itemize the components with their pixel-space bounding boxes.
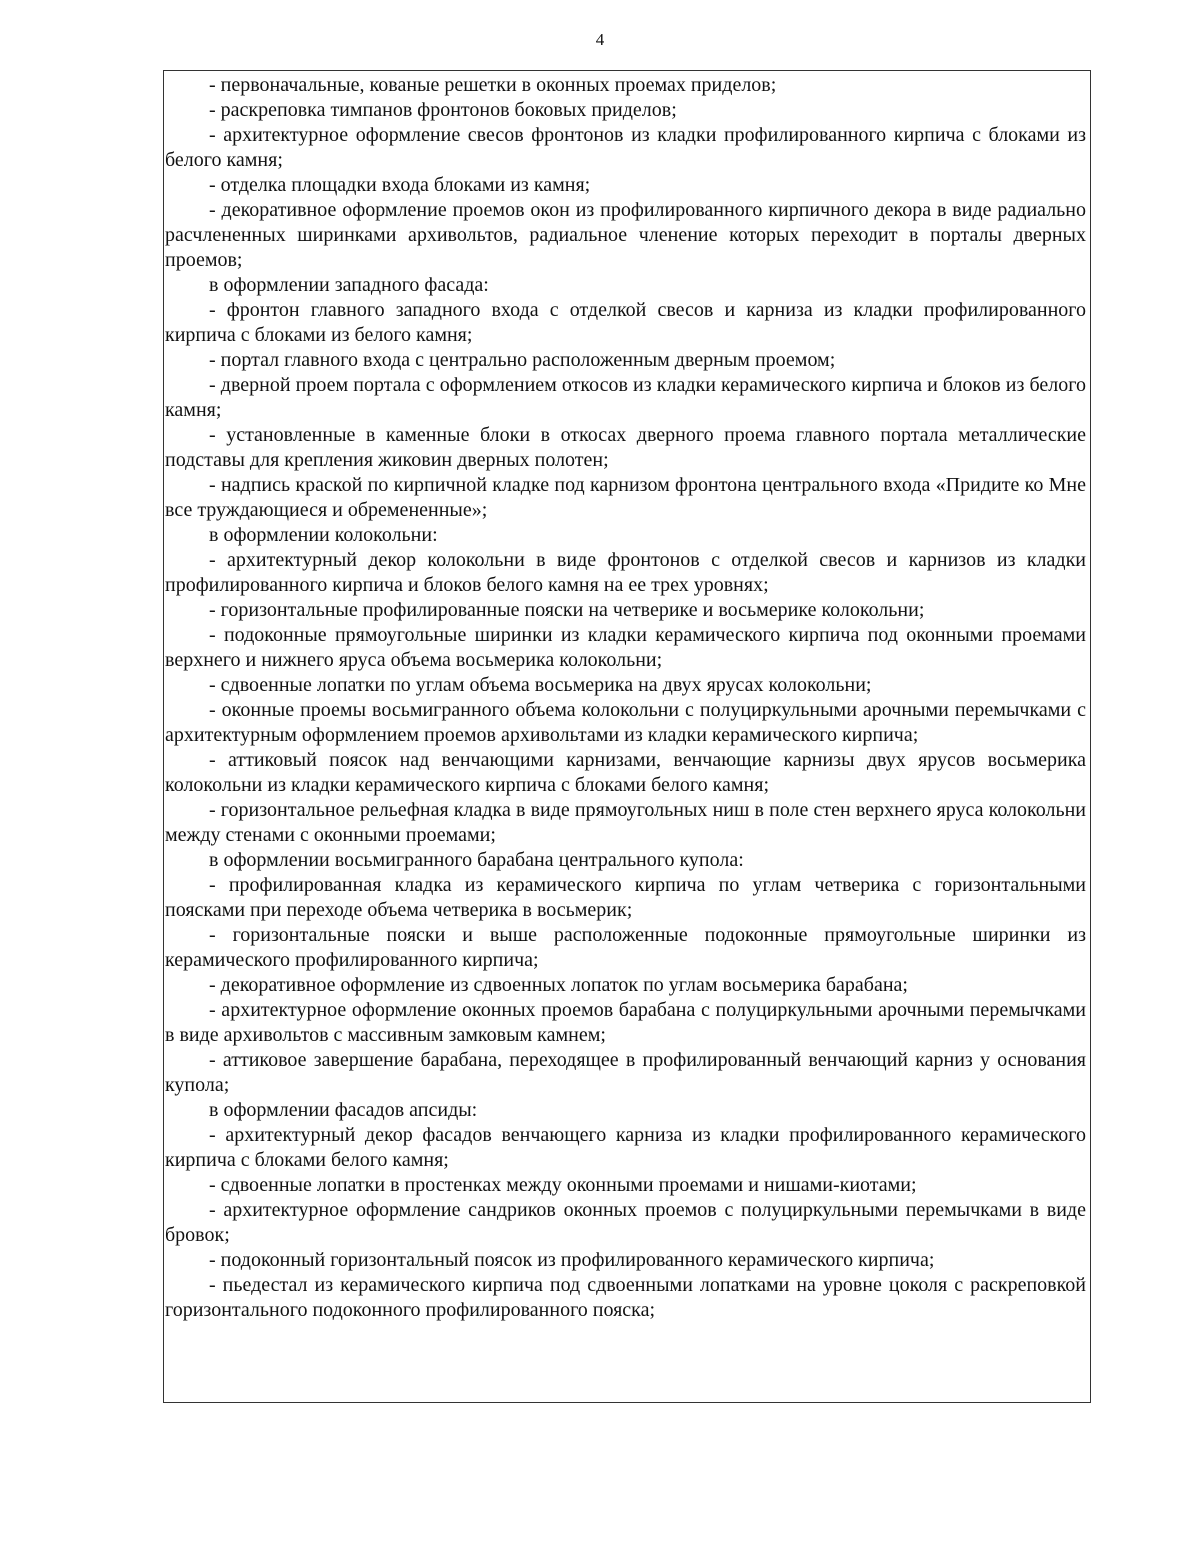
paragraph: - фронтон главного западного входа с отделкой свесов и карниза из кладки профилированного кирпича с блоками из белого камня;	[165, 299, 1086, 346]
paragraph: - архитектурное оформление свесов фронтонов из кладки профилированного кирпича с блоками из белого камня;	[165, 124, 1086, 171]
section-heading: в оформлении фасадов апсиды:	[209, 1099, 478, 1121]
paragraph: - подоконные прямоугольные ширинки из кладки керамического кирпича под оконными проемами верхнего и нижнего яруса объема восьмерика колокольни;	[165, 624, 1086, 671]
paragraph: - архитектурное оформление оконных проемов барабана с полуциркульными арочными перемычками в виде архивольтов с массивным замковым камнем;	[165, 999, 1086, 1046]
paragraph: - архитектурный декор колокольни в виде фронтонов с отделкой свесов и карнизов из кладки профилированного кирпича и блоков белого камня на ее трех уровнях;	[165, 549, 1086, 596]
paragraph: - горизонтальные пояски и выше расположенные подоконные прямоугольные ширинки из керамического профилированного кирпича;	[165, 924, 1086, 971]
paragraph: - горизонтальное рельефная кладка в виде прямоугольных ниш в поле стен верхнего яруса колокольни между стенами с оконными проемами;	[165, 799, 1086, 846]
section-heading: в оформлении западного фасада:	[209, 274, 489, 296]
paragraph: - архитектурный декор фасадов венчающего карниза из кладки профилированного керамического кирпича с блоками белого камня;	[165, 1124, 1086, 1171]
paragraph: - сдвоенные лопатки в простенках между оконными проемами и нишами-киотами;	[209, 1174, 917, 1196]
paragraph: - сдвоенные лопатки по углам объема восьмерика на двух ярусах колокольни;	[209, 674, 872, 696]
page-number: 4	[595, 30, 605, 49]
document-body	[165, 73, 1086, 1323]
paragraph: - портал главного входа с центрально расположенным дверным проемом;	[209, 349, 836, 371]
paragraph: - отделка площадки входа блоками из камня;	[209, 174, 591, 196]
paragraph: - пьедестал из керамического кирпича под сдвоенными лопатками на уровне цоколя с раскреповкой горизонтального подоконного профилированного пояска;	[165, 1274, 1086, 1321]
paragraph: - установленные в каменные блоки в откосах дверного проема главного портала металлические подставы для крепления жиковин дверных полотен;	[165, 424, 1086, 471]
section-heading: в оформлении восьмигранного барабана центрального купола:	[209, 849, 744, 871]
section-heading: в оформлении колокольни:	[209, 524, 438, 546]
paragraph: - аттиковое завершение барабана, переходящее в профилированный венчающий карниз у основания купола;	[165, 1049, 1086, 1096]
paragraph: - архитектурное оформление сандриков оконных проемов с полуциркульными перемычками в виде бровок;	[165, 1199, 1086, 1246]
paragraph: - надпись краской по кирпичной кладке под карнизом фронтона центрального входа «Придите ко Мне все труждающиеся и обремененные»;	[165, 474, 1086, 521]
paragraph: - дверной проем портала с оформлением откосов из кладки керамического кирпича и блоков из белого камня;	[165, 374, 1086, 421]
paragraph: - горизонтальные профилированные пояски на четверике и восьмерике колокольни;	[209, 599, 925, 621]
paragraph: - аттиковый поясок над венчающими карнизами, венчающие карнизы двух ярусов восьмерика колокольни из кладки керамического кирпича с блоками белого камня;	[165, 749, 1086, 796]
paragraph: - первоначальные, кованые решетки в оконных проемах приделов;	[209, 74, 777, 96]
paragraph: - подоконный горизонтальный поясок из профилированного керамического кирпича;	[209, 1249, 935, 1271]
paragraph: - оконные проемы восьмигранного объема колокольни с полуциркульными арочными перемычками с архитектурным оформлением проемов архивольтами из кладки керамического кирпича;	[165, 699, 1086, 746]
paragraph: - профилированная кладка из керамического кирпича по углам четверика с горизонтальными поясками при переходе объема четверика в восьмерик;	[165, 874, 1086, 921]
paragraph: - декоративное оформление проемов окон из профилированного кирпичного декора в виде радиально расчлененных ширинками архивольтов, радиальное членение которых переходит в порталы дверных проемов;	[165, 199, 1086, 271]
paragraph: - раскреповка тимпанов фронтонов боковых приделов;	[209, 99, 677, 121]
paragraph: - декоративное оформление из сдвоенных лопаток по углам восьмерика барабана;	[209, 974, 908, 996]
